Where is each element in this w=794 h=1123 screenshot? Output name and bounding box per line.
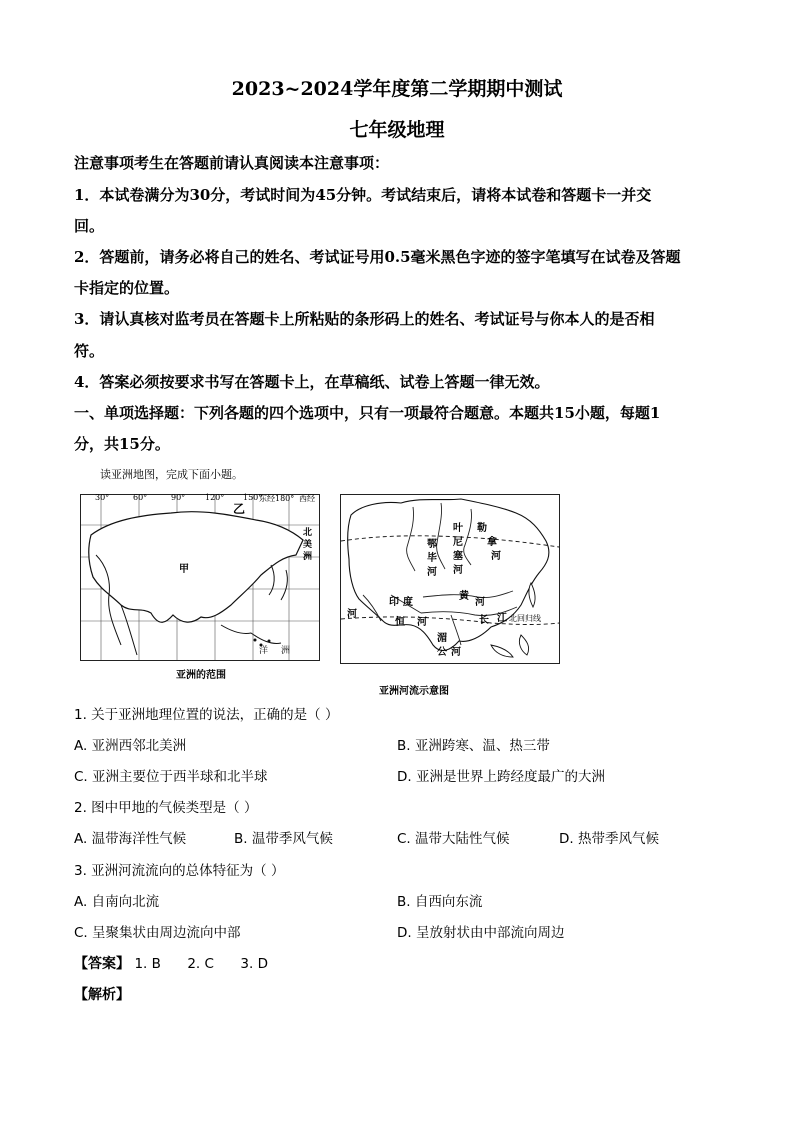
- question-3-option-c[interactable]: C. 呈聚集状由周边流向中部: [74, 925, 241, 941]
- lon-label-60: 60°: [133, 493, 148, 502]
- river-char-chang: 长: [479, 615, 489, 626]
- river-char-jiang: 江: [497, 613, 507, 624]
- asia-rivers-map: [340, 494, 560, 664]
- answer-label: 【答案】: [74, 956, 130, 972]
- analysis-label: 【解析】: [74, 987, 130, 1003]
- question-1-option-b[interactable]: B. 亚洲跨寒、温、热三带: [397, 738, 550, 754]
- river-char-huang: 黄: [459, 591, 469, 602]
- question-2-option-c[interactable]: C. 温带大陆性气候: [397, 831, 510, 847]
- lon-label-w: 西经: [299, 494, 315, 503]
- asia-extent-map: [80, 494, 320, 661]
- question-3-option-a[interactable]: A. 自南向北流: [74, 894, 160, 910]
- asia-extent-map-drawing: [81, 495, 319, 660]
- river-char-na: 拿: [487, 537, 497, 548]
- lon-label-120: 120°: [205, 493, 225, 502]
- river-char-he-5: 河: [347, 609, 357, 620]
- river-char-heng: 恒: [395, 617, 405, 628]
- notice-item-2: 2．答题前，请务必将自己的姓名、考试证号用0.5毫米黑色字迹的签字笔填写在试卷及答题: [74, 248, 681, 266]
- ocean-label-1: 洋: [259, 646, 269, 656]
- asia-rivers-map-drawing: [341, 495, 559, 663]
- question-1-option-a[interactable]: A. 亚洲西邻北美洲: [74, 738, 187, 754]
- river-char-du: 度: [403, 597, 413, 608]
- river-char-he-7: 河: [451, 647, 461, 658]
- question-1-option-d[interactable]: D. 亚洲是世界上跨经度最广的大洲: [397, 769, 605, 785]
- river-char-he-1: 河: [427, 567, 437, 578]
- question-1-stem: 1. 关于亚洲地理位置的说法，正确的是（ ）: [74, 707, 339, 723]
- question-2-option-b[interactable]: B. 温带季风气候: [234, 831, 333, 847]
- answer-line: [74, 953, 268, 973]
- question-3-option-b[interactable]: B. 自西向东流: [397, 894, 483, 910]
- question-1-option-c[interactable]: C. 亚洲主要位于西半球和北半球: [74, 769, 268, 785]
- answer-1: 1. B: [134, 956, 161, 972]
- question-2-stem: 2. 图中甲地的气候类型是（ ）: [74, 800, 258, 816]
- river-char-bi: 毕: [427, 553, 437, 564]
- side-label-zhou: 洲: [303, 552, 313, 562]
- side-label-mei: 美: [303, 540, 313, 550]
- river-char-he-2: 河: [453, 565, 463, 576]
- river-char-yin: 印: [389, 597, 399, 608]
- question-2-option-d[interactable]: D. 热带季风气候: [559, 831, 659, 847]
- river-char-he-6: 河: [417, 617, 427, 628]
- page-title: 2023~2024学年度第二学期期中测试: [231, 78, 563, 100]
- ocean-label-2: 洲: [281, 646, 291, 656]
- notice-item-3-cont: 符。: [74, 342, 105, 360]
- notice-item-2-cont: 卡指定的位置。: [74, 279, 180, 297]
- notice-item-1-cont: 回。: [74, 217, 105, 235]
- question-2-option-a[interactable]: A. 温带海洋性气候: [74, 831, 187, 847]
- river-char-he-4: 河: [475, 597, 485, 608]
- river-char-e: 鄂: [427, 539, 437, 550]
- notice-item-3: 3．请认真核对监考员在答题卡上所粘贴的条形码上的姓名、考试证号与你本人的是否相: [74, 310, 655, 328]
- river-char-ni: 尼: [453, 537, 463, 548]
- river-char-he-3: 河: [491, 551, 501, 562]
- notice-item-1: 1．本试卷满分为30分，考试时间为45分钟。考试结束后，请将本试卷和答题卡一并交: [74, 186, 652, 204]
- notice-item-4: 4．答案必须按要求书写在答题卡上，在草稿纸、试卷上答题一律无效。: [74, 373, 550, 391]
- river-char-ye: 叶: [453, 523, 463, 534]
- river-char-gong: 公: [437, 647, 447, 658]
- notice-heading: 注意事项考生在答题前请认真阅读本注意事项：: [74, 154, 390, 172]
- river-char-mei: 湄: [437, 633, 447, 644]
- section-heading-cont: 分，共15分。: [74, 435, 170, 453]
- figure-instruction: 读亚洲地图，完成下面小题。: [100, 468, 243, 481]
- right-map-caption: 亚洲河流示意图: [379, 686, 449, 697]
- answer-2: 2. C: [187, 956, 214, 972]
- section-heading: 一、单项选择题：下列各题的四个选项中，只有一项最符合题意。本题共15小题，每题1: [74, 404, 661, 422]
- label-jia: 甲: [179, 564, 189, 575]
- label-yi: 乙: [233, 502, 246, 516]
- lon-label-90: 90°: [171, 493, 186, 502]
- question-3-stem: 3. 亚洲河流流向的总体特征为（ ）: [74, 863, 285, 879]
- question-3-option-d[interactable]: D. 呈放射状由中部流向周边: [397, 925, 565, 941]
- page-subtitle: 七年级地理: [349, 119, 445, 141]
- river-char-le: 勒: [477, 523, 487, 534]
- lon-label-180e: 东经180°: [259, 494, 295, 503]
- river-char-sai: 塞: [453, 551, 463, 562]
- side-label-bei: 北: [303, 528, 313, 538]
- lon-label-150: 150°: [243, 493, 263, 502]
- lon-label-30: 30°: [95, 493, 110, 502]
- answer-3: 3. D: [240, 956, 268, 972]
- left-map-caption: 亚洲的范围: [176, 670, 226, 681]
- tropic-label: 北回归线: [509, 614, 541, 623]
